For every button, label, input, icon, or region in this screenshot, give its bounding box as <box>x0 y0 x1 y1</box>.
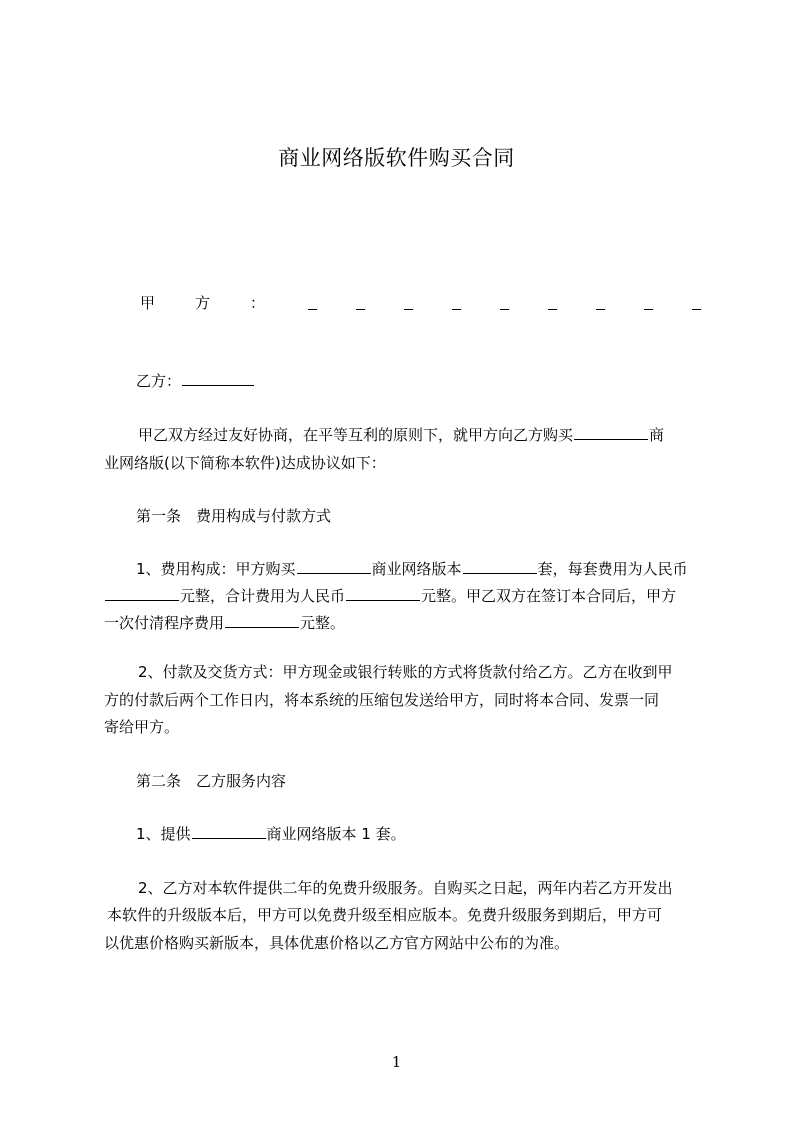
article-1-clause-1-line-1 <box>136 558 736 580</box>
unit-price-blank[interactable] <box>105 586 179 601</box>
article-1-clause-2-line-2: 方的付款后两个工作日内，将本系统的压缩包发送给甲方，同时将本合同、发票一同 <box>104 691 660 709</box>
clause-text: 元整。甲乙双方在签订本合同后，甲方 <box>421 587 677 605</box>
blank-dash[interactable] <box>452 309 461 310</box>
clause-text: 1、费用构成：甲方购买 <box>136 560 296 578</box>
article-2-clause-1 <box>136 823 736 845</box>
article-1-clause-1-line-3 <box>104 612 704 634</box>
article-2-heading: 第二条 乙方服务内容 <box>136 772 287 790</box>
party-a-char-1: 甲 <box>140 294 156 312</box>
party-a-line <box>0 292 793 314</box>
party-b-line <box>136 370 736 392</box>
clause-text: 套，每套费用为人民币 <box>537 560 688 578</box>
party-a-colon: ： <box>250 294 266 312</box>
page-number: 1 <box>391 1053 402 1071</box>
party-b-blank[interactable] <box>182 371 254 386</box>
blank-dash[interactable] <box>404 309 413 310</box>
blank-dash[interactable] <box>356 309 365 310</box>
preamble-line-1 <box>138 424 698 446</box>
clause-text: 商业网络版本 1 套。 <box>266 825 406 843</box>
article-2-clause-2-line-1: 2、乙方对本软件提供二年的免费升级服务。自购买之日起，两年内若乙方开发出 <box>138 879 673 897</box>
blank-dash[interactable] <box>692 309 701 310</box>
version-blank[interactable] <box>297 559 371 574</box>
blank-dash[interactable] <box>596 309 605 310</box>
quantity-blank[interactable] <box>463 559 537 574</box>
preamble-line-2: 业网络版(以下简称本软件)达成协议如下： <box>104 454 386 472</box>
clause-text: 一次付清程序费用 <box>104 614 225 632</box>
software-name-blank[interactable] <box>574 425 648 440</box>
total-price-blank[interactable] <box>346 586 420 601</box>
blank-dash[interactable] <box>500 309 509 310</box>
article-2-clause-2-line-3: 以优惠价格购买新版本，具体优惠价格以乙方官方网站中公布的为准。 <box>104 934 570 952</box>
party-a-char-2: 方 <box>195 294 211 312</box>
preamble-text: 甲乙双方经过友好协商，在平等互利的原则下，就甲方向乙方购买 <box>138 426 574 444</box>
provided-software-blank[interactable] <box>192 824 266 839</box>
document-title: 商业网络版软件购买合同 <box>278 146 515 170</box>
party-b-label: 乙方： <box>136 372 182 390</box>
blank-dash[interactable] <box>548 309 557 310</box>
article-1-clause-2-line-1: 2、付款及交货方式：甲方现金或银行转账的方式将货款付给乙方。乙方在收到甲 <box>138 663 673 681</box>
program-fee-blank[interactable] <box>225 613 299 628</box>
article-1-clause-1-line-2 <box>104 585 704 607</box>
blank-dash[interactable] <box>644 309 653 310</box>
preamble-text: 商 <box>649 426 665 444</box>
article-1-clause-2-line-3: 寄给甲方。 <box>104 718 180 736</box>
clause-text: 元整，合计费用为人民币 <box>180 587 346 605</box>
clause-text: 元整。 <box>300 614 346 632</box>
article-2-clause-2-line-2: 本软件的升级版本后，甲方可以免费升级至相应版本。免费升级服务到期后，甲方可 <box>107 906 663 924</box>
blank-dash[interactable] <box>308 309 317 310</box>
clause-text: 1、提供 <box>136 825 191 843</box>
clause-text: 商业网络版本 <box>371 560 462 578</box>
article-1-heading: 第一条 费用构成与付款方式 <box>136 507 332 525</box>
